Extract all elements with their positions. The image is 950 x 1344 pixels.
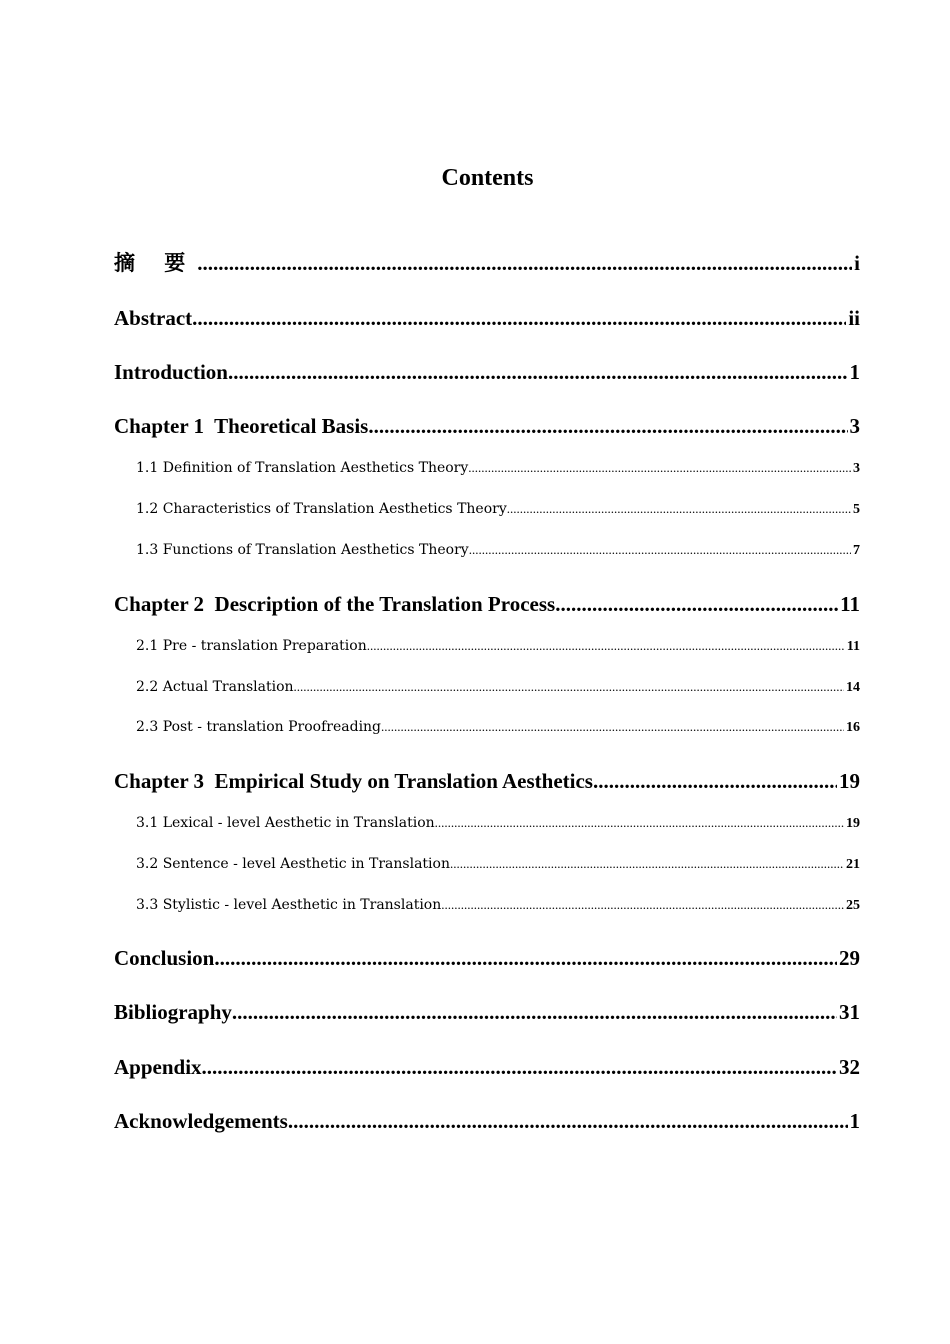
toc-leader-dots — [288, 1106, 848, 1136]
toc-entry-label: 2.1 Pre - translation Preparation — [136, 638, 367, 654]
toc-leader-dots — [507, 498, 851, 520]
toc-page-number: 21 — [846, 857, 860, 872]
toc-entry-label: Abstract — [114, 306, 193, 330]
toc-entry-label: 2.3 Post - translation Proofreading — [136, 719, 382, 735]
toc-entry-label: 1.3 Functions of Translation Aesthetics Theory — [136, 542, 469, 558]
toc-leader-dots — [192, 303, 846, 333]
toc-page-number: 11 — [840, 592, 860, 616]
toc-entry-label: Chapter 1 Theoretical Basis — [114, 414, 369, 438]
toc-entry-label: Bibliography — [114, 1000, 232, 1024]
toc-entry-label: 3.3 Stylistic - level Aesthetic in Translation — [136, 897, 442, 913]
toc-entry-label: 1.1 Definition of Translation Aesthetics Theory — [136, 460, 469, 476]
toc-page-number: 25 — [846, 898, 860, 913]
toc-entry-label: Chapter 3 Empirical Study on Translation Aesthetics — [114, 769, 593, 793]
toc-entry-acknowledgements[interactable] — [114, 1106, 860, 1136]
toc-page-number: 11 — [846, 639, 860, 654]
toc-entry-label: Conclusion — [114, 946, 215, 970]
toc-leader-dots — [367, 635, 845, 657]
toc-entry-section-3-1[interactable] — [136, 812, 860, 834]
toc-entry-label: 3.1 Lexical - level Aesthetic in Translation — [136, 815, 435, 831]
toc-leader-dots — [228, 357, 848, 387]
toc-entry-label: 摘 要 — [114, 251, 198, 275]
toc-entry-bibliography[interactable] — [114, 997, 860, 1027]
toc-entry-label: 3.2 Sentence - level Aesthetic in Translation — [136, 856, 450, 872]
toc-leader-dots — [441, 894, 844, 916]
toc-entry-abstract[interactable] — [114, 303, 860, 333]
toc-leader-dots — [294, 676, 844, 698]
toc-leader-dots — [555, 589, 838, 619]
toc-entry-appendix[interactable] — [114, 1052, 860, 1082]
toc-page-number: 19 — [839, 769, 860, 793]
toc-entry-section-1-3[interactable] — [136, 539, 860, 561]
page-title: Contents — [441, 165, 534, 191]
toc-leader-dots — [214, 943, 837, 973]
toc-entry-label: Chapter 2 Description of the Translation Process — [114, 592, 556, 616]
toc-page-number: 16 — [846, 720, 860, 735]
toc-page-number: 32 — [839, 1055, 860, 1079]
toc-entry-chapter-1[interactable] — [114, 411, 860, 441]
toc-page-number: 1 — [849, 360, 860, 384]
toc-entry-section-2-3[interactable] — [136, 716, 860, 738]
toc-entry-section-1-2[interactable] — [136, 498, 860, 520]
toc-page-number: 7 — [853, 543, 860, 558]
toc-page-number: 19 — [846, 816, 860, 831]
toc-entry-chapter-2[interactable] — [114, 589, 860, 619]
toc-page-number: 1 — [849, 1109, 860, 1133]
toc-entry-section-3-3[interactable] — [136, 894, 860, 916]
toc-entry-introduction[interactable] — [114, 357, 860, 387]
toc-entry-label: 2.2 Actual Translation — [136, 679, 294, 695]
toc-page-number: ii — [848, 306, 860, 330]
toc-entry-section-3-2[interactable] — [136, 853, 860, 875]
toc-leader-dots — [202, 1052, 837, 1082]
toc-page-number: 31 — [839, 1000, 860, 1024]
toc-entry-chapter-3[interactable] — [114, 766, 860, 796]
toc-page-number: i — [854, 251, 860, 275]
toc-page-number: 3 — [849, 414, 860, 438]
toc-entry-abstract-chinese[interactable] — [114, 248, 860, 278]
toc-leader-dots — [232, 997, 837, 1027]
toc-entry-section-2-1[interactable] — [136, 635, 860, 657]
toc-entry-section-1-1[interactable] — [136, 457, 860, 479]
toc-leader-dots — [450, 853, 844, 875]
toc-leader-dots — [593, 766, 837, 796]
toc-leader-dots — [469, 539, 851, 561]
toc-leader-dots — [381, 716, 844, 738]
toc-entry-label: Appendix — [114, 1055, 202, 1079]
toc-entry-label: Introduction — [114, 360, 228, 384]
toc-entry-label: 1.2 Characteristics of Translation Aesthetics Theory — [136, 501, 507, 517]
toc-leader-dots — [368, 411, 847, 441]
toc-entry-conclusion[interactable] — [114, 943, 860, 973]
toc-page-number: 14 — [846, 680, 860, 695]
toc-page-number: 29 — [839, 946, 860, 970]
toc-leader-dots — [197, 248, 852, 278]
toc-page-number: 3 — [853, 461, 860, 476]
toc-entry-label: Acknowledgements — [114, 1109, 288, 1133]
toc-leader-dots — [435, 812, 844, 834]
toc-entry-section-2-2[interactable] — [136, 676, 860, 698]
toc-leader-dots — [468, 457, 851, 479]
toc-page-number: 5 — [853, 502, 860, 517]
